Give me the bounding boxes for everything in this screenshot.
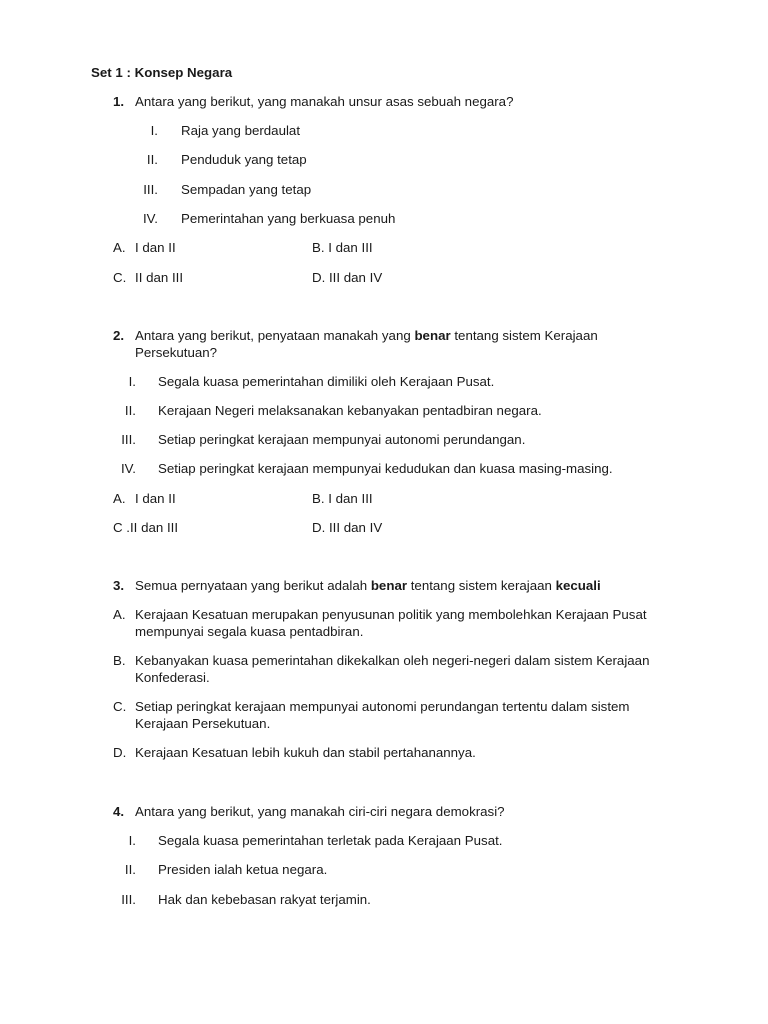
question-number: 2. — [113, 328, 125, 343]
roman-numeral: II. — [124, 403, 136, 418]
option-letter: D. — [113, 745, 127, 760]
statement-text: Presiden ialah ketua negara. — [158, 862, 328, 877]
option-b-line2: Konfederasi. — [135, 670, 210, 685]
option-b: B. I dan III — [312, 240, 373, 255]
question-text: Antara yang berikut, yang manakah ciri-ciri negara demokrasi? — [135, 804, 505, 819]
option-c: C .II dan III — [113, 520, 179, 535]
option-a: I dan II — [135, 240, 176, 255]
question-text: Antara yang berikut, penyataan manakah yang benar tentang sistem Kerajaan — [135, 328, 598, 343]
option-letter: A. — [113, 240, 126, 255]
statement-text: Raja yang berdaulat — [181, 123, 301, 138]
question-text-continued: Persekutuan? — [135, 345, 218, 360]
roman-numeral: II. — [146, 152, 158, 167]
option-b-line1: Kebanyakan kuasa pemerintahan dikekalkan oleh negeri-negeri dalam sistem Kerajaan — [135, 653, 650, 668]
question-text: Semua pernyataan yang berikut adalah benar tentang sistem kerajaan kecuali — [135, 578, 601, 593]
option-d: D. III dan IV — [312, 270, 383, 285]
option-a-line2: mempunyai segala kuasa pentadbiran. — [135, 624, 364, 639]
roman-numeral: I. — [128, 833, 136, 848]
statement-text: Penduduk yang tetap — [181, 152, 307, 167]
emphasis-benar: benar — [414, 328, 451, 343]
option-d: D. III dan IV — [312, 520, 383, 535]
question-number: 4. — [113, 804, 125, 819]
roman-numeral: I. — [128, 374, 136, 389]
option-letter: C. — [113, 270, 127, 285]
option-c: II dan III — [135, 270, 184, 285]
option-a: I dan II — [135, 491, 176, 506]
page-title: Set 1 : Konsep Negara — [91, 65, 233, 80]
statement-text: Hak dan kebebasan rakyat terjamin. — [158, 892, 371, 907]
roman-numeral: III. — [121, 432, 136, 447]
statement-text: Sempadan yang tetap — [181, 182, 312, 197]
option-letter: C. — [113, 699, 127, 714]
roman-numeral: I. — [150, 123, 158, 138]
roman-numeral: III. — [143, 182, 158, 197]
option-c-line1: Setiap peringkat kerajaan mempunyai autonomi perundangan tertentu dalam sistem — [135, 699, 630, 714]
option-c-line2: Kerajaan Persekutuan. — [135, 716, 271, 731]
roman-numeral: III. — [121, 892, 136, 907]
roman-numeral: II. — [124, 862, 136, 877]
statement-text: Segala kuasa pemerintahan dimiliki oleh Kerajaan Pusat. — [158, 374, 495, 389]
statement-text: Setiap peringkat kerajaan mempunyai kedudukan dan kuasa masing-masing. — [158, 461, 613, 476]
emphasis-kecuali: kecuali — [555, 578, 601, 593]
option-letter: B. — [113, 653, 126, 668]
question-number: 1. — [113, 94, 125, 109]
option-d-line1: Kerajaan Kesatuan lebih kukuh dan stabil pertahanannya. — [135, 745, 476, 760]
question-text: Antara yang berikut, yang manakah unsur asas sebuah negara? — [135, 94, 514, 109]
statement-text: Kerajaan Negeri melaksanakan kebanyakan pentadbiran negara. — [158, 403, 542, 418]
statement-text: Segala kuasa pemerintahan terletak pada Kerajaan Pusat. — [158, 833, 503, 848]
option-letter: A. — [113, 607, 126, 622]
roman-numeral: IV. — [142, 211, 158, 226]
statement-text: Pemerintahan yang berkuasa penuh — [181, 211, 396, 226]
option-letter: A. — [113, 491, 126, 506]
option-b: B. I dan III — [312, 491, 373, 506]
emphasis-benar: benar — [370, 578, 408, 593]
roman-numeral: IV. — [120, 461, 136, 476]
question-number: 3. — [113, 578, 125, 593]
statement-text: Setiap peringkat kerajaan mempunyai autonomi perundangan. — [158, 432, 526, 447]
option-a-line1: Kerajaan Kesatuan merupakan penyusunan politik yang membolehkan Kerajaan Pusat — [135, 607, 647, 622]
